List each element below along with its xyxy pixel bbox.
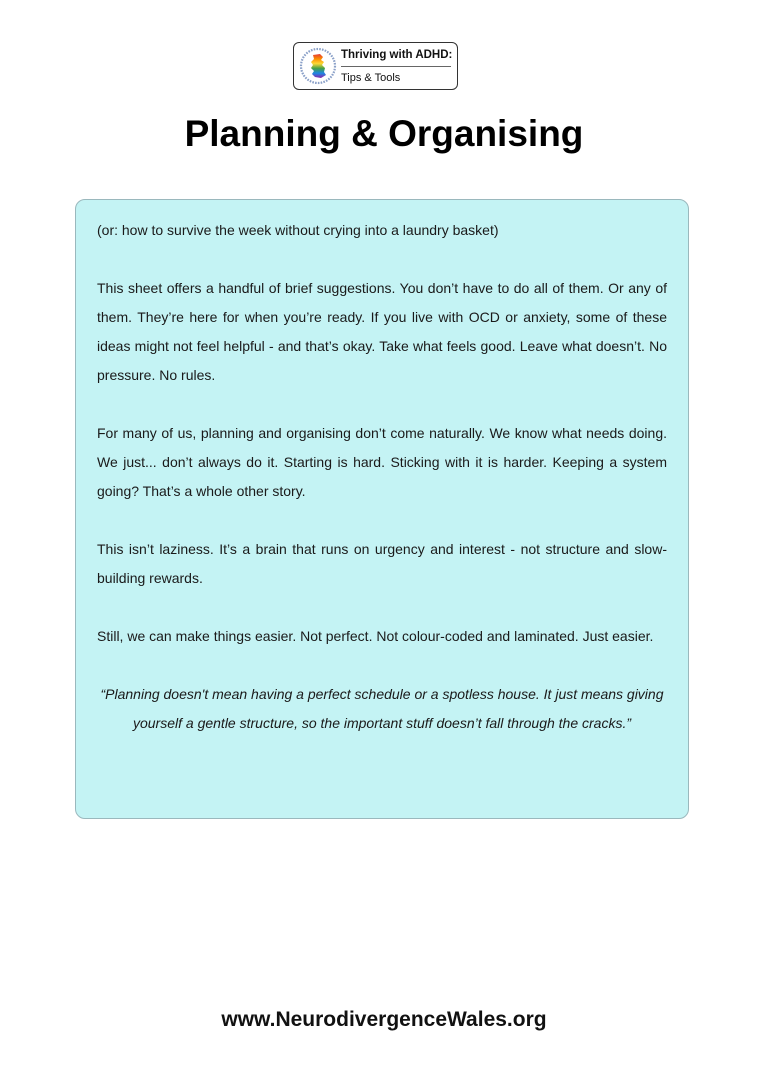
intro-paragraph-3: This isn’t laziness. It’s a brain that runs on urgency and interest - not structure and slow-building rewards.: [97, 541, 667, 586]
badge-title: Thriving with ADHD:: [341, 49, 453, 61]
wales-rainbow-map-icon: [299, 47, 337, 85]
header-badge: [293, 42, 458, 90]
intro-panel: [75, 199, 689, 819]
page-title: Planning & Organising: [184, 113, 584, 154]
badge-divider: [341, 66, 451, 67]
intro-paragraph-1: This sheet offers a handful of brief suggestions. You don’t have to do all of them. Or any of them. They’re here for when you’re ready. If you live with OCD or anxiety, some of these ideas might not feel helpful - and that’s okay. Take what feels good. Leave what doesn’t. No pressure. No rules.: [97, 280, 667, 383]
intro-paragraph-2: For many of us, planning and organising don’t come naturally. We know what needs doing. We just... don’t always do it. Starting is hard. Sticking with it is harder. Keeping a system going? That’s a whole other story.: [97, 425, 667, 499]
badge-subtitle: Tips & Tools: [341, 72, 401, 84]
footer-url[interactable]: www.NeurodivergenceWales.org: [221, 1008, 547, 1031]
intro-quote: “Planning doesn't mean having a perfect schedule or a spotless house. It just means giving yourself a gentle structure, so the important stuff doesn’t fall through the cracks.”: [100, 686, 664, 731]
intro-paragraph-4: Still, we can make things easier. Not perfect. Not colour-coded and laminated. Just easier.: [97, 628, 654, 644]
intro-tagline: (or: how to survive the week without crying into a laundry basket): [97, 222, 499, 238]
